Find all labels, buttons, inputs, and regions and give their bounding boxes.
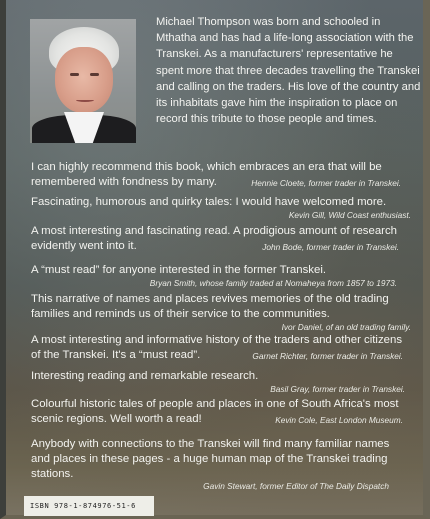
isbn-barcode-label bbox=[24, 496, 154, 516]
review-attribution: Hennie Cloete, former trader in Transkei. bbox=[251, 177, 401, 188]
author-face bbox=[55, 47, 113, 113]
review-1 bbox=[31, 160, 411, 188]
review-6 bbox=[31, 333, 411, 361]
review-attribution: Basil Gray, former trader in Transkei. bbox=[270, 383, 405, 394]
author-eye-right bbox=[90, 73, 99, 76]
review-text: A most interesting and fascinating read. A prodigious amount of research evidently went into it. bbox=[31, 225, 397, 252]
review-text: I can highly recommend this book, which embraces an era that will be remembered with fondness by many. bbox=[31, 161, 382, 188]
review-text: Fascinating, humorous and quirky tales: I would have welcomed more. bbox=[31, 196, 387, 208]
isbn-text: ISBN 978-1-874976-51-6 bbox=[30, 502, 136, 510]
review-text: Interesting reading and remarkable research. bbox=[31, 370, 259, 382]
review-5 bbox=[31, 292, 411, 332]
review-text: This narrative of names and places revives memories of the old trading families and reminds us of their service to the communities. bbox=[31, 293, 389, 320]
review-attribution: Kevin Gill, Wild Coast enthusiast. bbox=[288, 209, 411, 220]
review-text: Colourful historic tales of people and places in one of South Africa's most scenic regions. Well worth a read! bbox=[31, 398, 399, 425]
review-attribution: Garnet Richter, former trader in Transkei. bbox=[252, 350, 403, 361]
review-attribution: Ivor Daniel, of an old trading family. bbox=[281, 321, 411, 332]
author-bio: Michael Thompson was born and schooled in Mthatha and has had a life-long association with the Transkei. As a manufacturers' representative he spent more that three decades travelling the Transkei and calling on the traders. His love of the country and its inhabitats gave him the inspiration to place on record this tribute to those people and times. bbox=[156, 16, 421, 126]
review-attribution: Bryan Smith, whose family traded at Nomaheya from 1857 to 1973. bbox=[149, 277, 397, 288]
review-2 bbox=[31, 195, 411, 220]
review-attribution: Kevin Cole, East London Museum. bbox=[275, 414, 403, 425]
review-8 bbox=[31, 397, 411, 425]
review-3 bbox=[31, 224, 411, 252]
review-attribution: John Bode, former trader in Transkei. bbox=[262, 241, 399, 252]
review-attribution: Gavin Stewart, former Editor of The Daily Dispatch bbox=[203, 481, 389, 492]
review-9 bbox=[31, 437, 411, 491]
author-photo bbox=[30, 19, 136, 143]
review-text: A “must read” for anyone interested in the former Transkei. bbox=[31, 264, 327, 276]
author-mouth bbox=[76, 98, 94, 102]
review-4 bbox=[31, 263, 411, 288]
review-text: A most interesting and informative history of the traders and other citizens of the Transkei. It's a “must read”. bbox=[31, 334, 403, 361]
author-eye-left bbox=[70, 73, 79, 76]
review-7 bbox=[31, 369, 411, 394]
review-text: Anybody with connections to the Transkei will find many familiar names and places in these pages - a huge human map of the Transkei trading stations. bbox=[31, 438, 390, 480]
